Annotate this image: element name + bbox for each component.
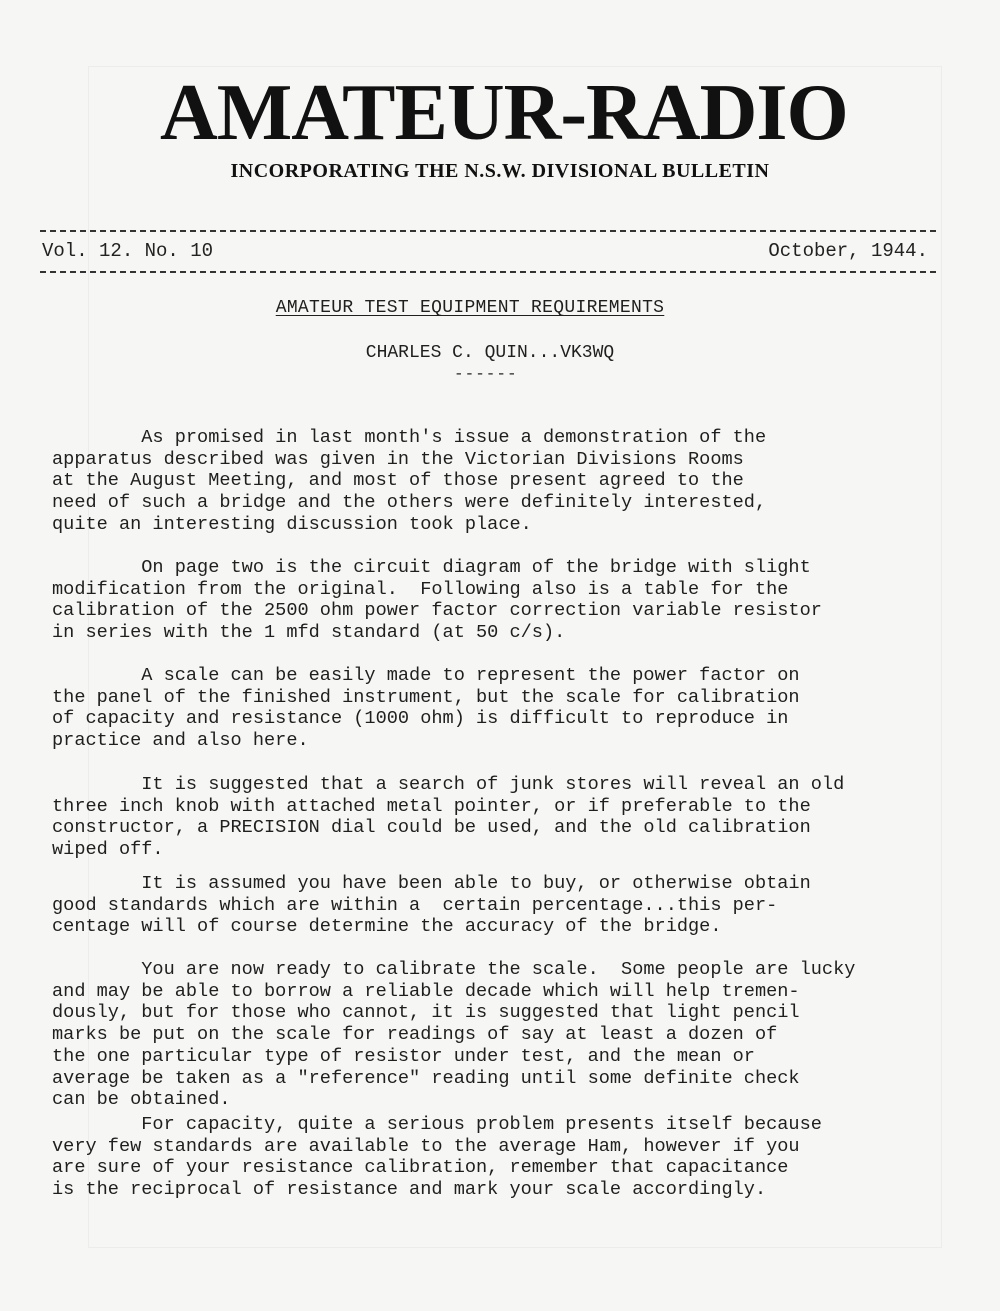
paragraph: A scale can be easily made to represent the power factor on the panel of the finished instrument, but the scale for calibration of capacity and resistance (1000 ohm) is difficult to reproduce in practice and also here. bbox=[52, 665, 800, 752]
paragraph: It is suggested that a search of junk stores will reveal an old three inch knob with attached metal pointer, or if preferable to the constructor, a PRECISION dial could be used, and the old calibration wiped off. bbox=[52, 774, 845, 861]
issue-date: October, 1944. bbox=[768, 240, 928, 262]
paragraph: On page two is the circuit diagram of the bridge with slight modification from the original. Following also is a table for the calibration of the 2500 ohm power factor correction variable resistor in series with the 1 mfd standard (at 50 c/s). bbox=[52, 557, 822, 644]
publication-title: AMATEUR-RADIO bbox=[160, 69, 848, 157]
title-separator: ------ bbox=[454, 365, 518, 383]
paragraph: For capacity, quite a serious problem presents itself because very few standards are available to the average Ham, however if you are sure of your resistance calibration, remember that capacitance is the reciprocal of resistance and mark your scale accordingly. bbox=[52, 1114, 822, 1201]
article-title-text: AMATEUR TEST EQUIPMENT REQUIREMENTS bbox=[275, 298, 665, 318]
article-author: CHARLES C. QUIN...VK3WQ bbox=[365, 343, 615, 363]
masthead bbox=[160, 69, 848, 183]
volume-number: Vol. 12. No. 10 bbox=[42, 240, 214, 262]
paragraph: It is assumed you have been able to buy, or otherwise obtain good standards which are within a certain percentage...this per- centage will of course determine the accuracy of the bridge. bbox=[52, 873, 811, 938]
dashed-rule-top bbox=[40, 230, 936, 232]
publication-subtitle: INCORPORATING THE N.S.W. DIVISIONAL BULLETIN bbox=[230, 160, 770, 182]
paragraph: As promised in last month's issue a demonstration of the apparatus described was given in the Victorian Divisions Rooms at the August Meeting, and most of those present agreed to the need of such a bridge and the others were definitely interested, quite an interesting discussion took place. bbox=[52, 427, 767, 535]
article-title bbox=[0, 298, 940, 318]
dashed-rule-bottom bbox=[40, 271, 936, 273]
paragraph: You are now ready to calibrate the scale. Some people are lucky and may be able to borrow a reliable decade which will help tremen- dously, but for those who cannot, it is suggested that light pencil marks be put on the scale for readings of say at least a dozen of the one particular type of resistor under test, and the mean or average be taken as a "reference" reading until some definite check can be obtained. bbox=[52, 959, 856, 1111]
